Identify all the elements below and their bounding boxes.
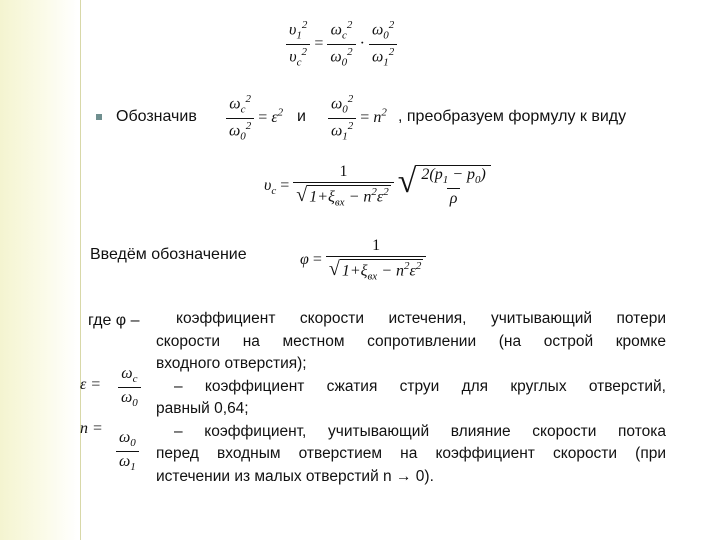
velocity-formula: $\upsilon_c$ = 1 √ $1+\xi_{вх} - n^2\varepsilon^2$ √ $\frac{2(p_1 - p_0)}{\rho}$	[264, 164, 491, 209]
left-margin-rule	[80, 0, 81, 540]
and-word: и	[297, 108, 306, 125]
ratio-formula: $\frac{\upsilon_1^2}{\upsilon_c^2}$ = $\frac{\omega_c^2}{\omega_0^2}$ · $\frac{\omega_0^2}{\omega_1^2}$	[286, 20, 397, 68]
where-phi-label: где φ –	[88, 312, 140, 329]
eps-definition-formula: $\frac{\omega_c^2}{\omega_0^2}$ = $\varepsilon^2$	[226, 94, 283, 142]
n-symbol: n =	[80, 420, 103, 437]
description-line: коэффициент скорости истечения, учитывающий потери	[176, 310, 666, 327]
description-line: истечении из малых отверстий n → 0).	[156, 467, 434, 485]
description-paragraph	[156, 308, 666, 488]
n-fraction: $\frac{\omega_0}{\omega_1}$	[116, 430, 139, 473]
bullet-marker	[96, 114, 102, 120]
bullet-word: Обозначив	[116, 108, 197, 125]
description-line: скорости на местном сопротивлении (на острой кромке	[156, 332, 666, 350]
phi-formula: φ = 1 √ $1+\xi_{вх} - n^2\varepsilon^2$	[300, 238, 426, 283]
transform-text: , преобразуем формулу к виду	[398, 108, 627, 125]
description-line: равный 0,64;	[156, 400, 249, 417]
left-decorative-stripe	[0, 0, 78, 540]
description-line: перед входным отверстием на коэффициент скорости (при	[156, 445, 666, 462]
eps-symbol: ε =	[80, 376, 102, 393]
description-line: входного отверстия);	[156, 355, 307, 372]
eps-fraction: $\frac{\omega_c}{\omega_0}$	[118, 366, 141, 409]
description-line: – коэффициент, учитывающий влияние скорости потока	[174, 422, 666, 440]
description-line: – коэффициент сжатия струи для круглых отверстий,	[174, 377, 666, 395]
intro-text: Введём обозначение	[90, 246, 247, 263]
n-definition-formula: $\frac{\omega_0^2}{\omega_1^2}$ = $n^2$	[328, 94, 387, 142]
